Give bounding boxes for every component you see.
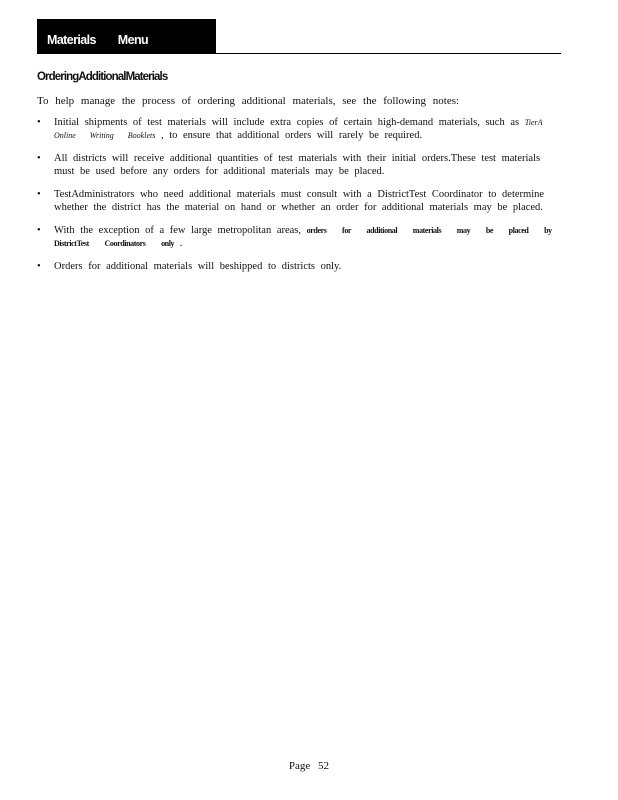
bullet-icon: •: [37, 189, 41, 200]
section-title: OrderingAdditionalMaterials: [37, 71, 168, 83]
note-text: All districts will receive additional quantities of test materials with their initial orders.These test materials must be used before any orders for additional materials may be placed.: [54, 153, 541, 177]
note-item: [37, 116, 557, 142]
note-item: [37, 188, 557, 214]
note-item: [37, 260, 557, 273]
note-item: [37, 224, 557, 250]
bullet-icon: •: [37, 117, 41, 128]
header-rule: [216, 53, 561, 54]
page-number: Page 52: [288, 760, 330, 772]
note-text: Orders for additional materials will beshipped to districts only.: [54, 261, 342, 272]
note-text: With the exception of a few large metropolitan areas,: [54, 225, 302, 236]
note-text: TestAdministrators who need additional materials must consult with a DistrictTest Coordinator to determine whether the district has the material on hand or whether an order for additional materials may be placed.: [54, 189, 545, 213]
note-tail-text: .: [179, 238, 183, 249]
notes-list: [37, 116, 557, 283]
note-text: Initial shipments of test materials will include extra copies of certain high-demand materials, such as: [54, 117, 520, 128]
section-header-tab: [37, 19, 216, 54]
header-tab-label-menu: Menu: [117, 32, 149, 47]
bullet-icon: •: [37, 153, 41, 164]
bullet-icon: •: [37, 225, 41, 236]
header-tab-label-materials: Materials: [47, 32, 96, 47]
note-tail-text: , to ensure that additional orders will rarely be required.: [160, 130, 423, 141]
note-bold-text: orders for additional materials may be placed by DistrictTest Coordinators only: [54, 226, 552, 248]
bullet-icon: •: [37, 261, 41, 272]
note-italic-text: TierA Online Writing Booklets: [54, 118, 543, 140]
note-item: [37, 152, 557, 178]
intro-paragraph: To help manage the process of ordering additional materials, see the following notes:: [37, 95, 460, 107]
